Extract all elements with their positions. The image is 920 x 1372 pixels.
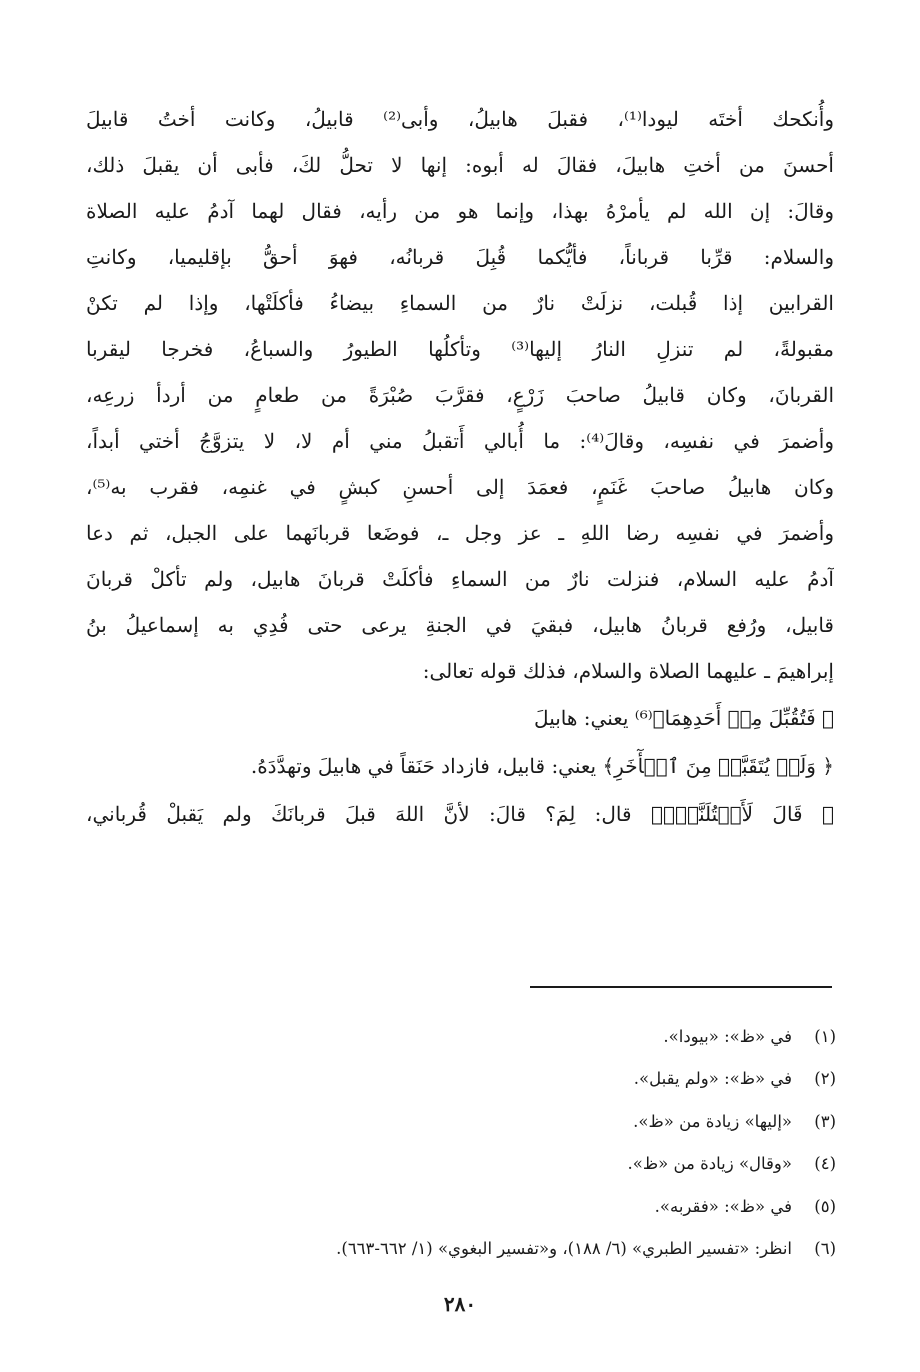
text-line: مقبولةً، لم تنزلِ النارُ إليها⁽³⁾ وتأكلُها الطيورُ والسباعُ، فخرجا ليقربا: [86, 337, 834, 361]
footnote-separator: [530, 986, 832, 988]
footnotes: [160, 1016, 836, 1270]
footnote-text: في «ظ»: «فقربه».: [654, 1196, 792, 1216]
text-line: أحسنَ من أختِ هابيلَ، فقالَ له أبوه: إنها لا تحلُّ لكَ، فأبى أن يقبلَ ذلك،: [86, 153, 834, 177]
text-line: وأضمرَ في نفسِه، وقالَ⁽⁴⁾: ما أُبالي أَتقبلُ مني أم لا، لا يتزوَّجُ أختي أبداً،: [86, 429, 834, 453]
text-line: وكان هابيلُ صاحبَ غَنَمٍ، فعمَدَ إلى أحسنِ كبشٍ في غنمِه، فقرب به⁽⁵⁾،: [86, 475, 834, 499]
footnote-number: (٤): [814, 1154, 836, 1174]
quran-verse-line: ﴿ فَتُقُبِّلَ مِنۡ أَحَدِهِمَا﴾⁽⁶⁾ يعني: هابيلَ: [534, 706, 834, 730]
footnote-number: (٥): [814, 1196, 836, 1216]
footnote-number: (٢): [814, 1069, 836, 1089]
footnote: [160, 1143, 836, 1185]
text-line: والسلام: قرِّبا قرباناً، فأيُّكما قُبِلَ قربانُه، فهوَ أحقُّ بإقليميا، وكانتِ: [86, 245, 834, 269]
text-line: وقالَ: إن الله لم يأمرْهُ بهذا، وإنما هو من رأيه، فقال لهما آدمُ عليه الصلاة: [86, 199, 834, 223]
quran-verse-line: ﴿ قَالَ لَأَقۡتُلَنَّكَۖ﴾ قال: لِمَ؟ قالَ: لأنَّ اللهَ قبلَ قربانَكَ ولم يَقبلْ قُرباني،: [86, 802, 834, 826]
text-line: القربانَ، وكان قابيلُ صاحبَ زَرْعٍ، فقرَّبَ صُبْرَةً من طعامٍ من أردأ زرعِه،: [86, 383, 834, 407]
footnote-number: (١): [814, 1027, 836, 1046]
footnote-text: في «ظ»: «بيودا».: [663, 1027, 792, 1046]
footnote: [160, 1228, 836, 1270]
text-line: وأُنكحك أختَه ليودا⁽¹⁾، فقبلَ هابيلُ، وأبى⁽²⁾ قابيلُ، وكانت أختُ قابيلَ: [86, 107, 834, 131]
footnote-text: في «ظ»: «ولم يقبل».: [633, 1069, 792, 1089]
quran-verse-line: ﴿ وَلَمۡ يُتَقَبَّلۡ مِنَ ٱلۡأٓخَرِ﴾ يعني: قابيل، فازداد حَنَقاً في هابيلَ وتهدَّدَهُ.: [250, 754, 834, 778]
page-number: ٢٨٠: [443, 1292, 477, 1316]
footnote-text: «إليها» زيادة من «ظ».: [633, 1111, 792, 1131]
footnote: [160, 1058, 836, 1100]
main-text: [86, 96, 834, 838]
footnote-text: «وقال» زيادة من «ظ».: [627, 1154, 792, 1174]
footnote: [160, 1186, 836, 1228]
text-line: وأضمرَ في نفسِه رضا اللهِ ـ عز وجل ـ، فوضَعا قربانَهما على الجبل، ثم دعا: [86, 521, 834, 545]
footnote: [160, 1016, 836, 1058]
text-line: آدمُ عليه السلام، فنزلت نارٌ من السماءِ فأكلَتْ قربانَ هابيل، ولم تأكلْ قربانَ: [86, 567, 834, 591]
footnote-number: (٣): [814, 1111, 836, 1131]
footnote: [160, 1101, 836, 1143]
text-line: إبراهيمَ ـ عليهما الصلاة والسلام، فذلك قوله تعالى:: [422, 659, 834, 683]
footnote-number: (٦): [814, 1238, 836, 1258]
footnote-text: انظر: «تفسير الطبري» (٦/ ١٨٨)، و«تفسير البغوي» (١/ ٦٦٢-٦٦٣).: [336, 1238, 792, 1258]
text-line: القرابين إذا قُبلت، نزلَتْ نارٌ من السماءِ بيضاءُ فأكلَتْها، وإذا لم تكنْ: [86, 291, 834, 315]
text-line: قابيل، ورُفع قربانُ هابيل، فبقيَ في الجنةِ يرعى حتى فُدِي به إسماعيلُ بنُ: [86, 613, 834, 637]
